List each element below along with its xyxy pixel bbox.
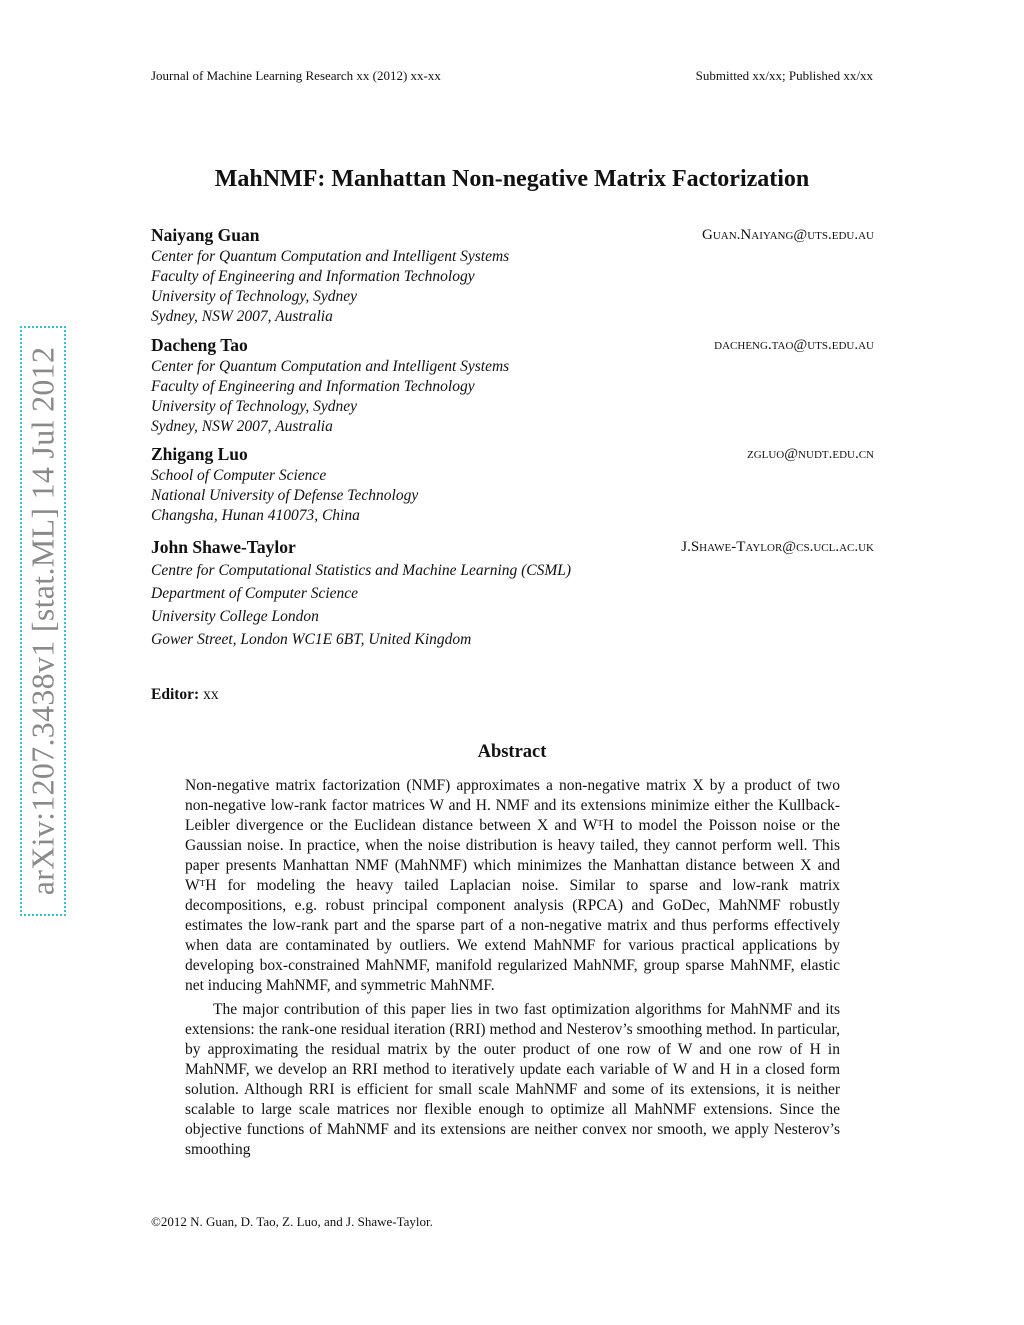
author-name: Naiyang Guan [151,225,260,245]
affiliation-line: Sydney, NSW 2007, Australia [151,308,333,325]
journal-header: Journal of Machine Learning Research xx (2012) xx-xx [151,68,441,83]
author-name: Dacheng Tao [151,335,248,355]
editor-line [151,686,219,704]
affiliation-line: University College London [151,608,319,625]
affiliation-line: Center for Quantum Computation and Intelligent Systems [151,248,510,265]
abstract-body [185,776,840,1160]
author-email[interactable]: Guan.Naiyang@uts.edu.au [702,227,874,243]
author-name: Zhigang Luo [151,444,248,464]
author-email[interactable]: zgluo@nudt.edu.cn [746,446,874,462]
editor-value: xx [203,686,219,703]
author-block [151,225,874,327]
arxiv-id: arXiv:1207.3438v1 [stat.ML] 14 Jul 2012 [24,346,61,896]
affiliation-line: Centre for Computational Statistics and Machine Learning (CSML) [151,562,572,579]
affiliation-line: University of Technology, Sydney [151,398,358,415]
author-block [151,335,874,437]
copyright-notice: ©2012 N. Guan, D. Tao, Z. Luo, and J. Shawe-Taylor. [151,1214,433,1229]
affiliation-line: Faculty of Engineering and Information Technology [151,268,475,285]
author-email[interactable]: J.Shawe-Taylor@cs.ucl.ac.uk [681,539,874,555]
affiliation-line: Faculty of Engineering and Information Technology [151,378,475,395]
affiliation-line: Sydney, NSW 2007, Australia [151,418,333,435]
submission-info: Submitted xx/xx; Published xx/xx [695,68,873,83]
author-name: John Shawe-Taylor [151,537,296,557]
affiliation-line: University of Technology, Sydney [151,288,358,305]
author-email[interactable]: dacheng.tao@uts.edu.au [714,337,874,353]
abstract-heading: Abstract [477,742,547,762]
abstract-paragraph: The major contribution of this paper lies in two fast optimization algorithms for MahNMF and its extensions: the rank-one residual iteration (RRI) method and Nesterov’s smoothing method. In particular, by approximating the residual matrix by the outer product of one row of W and one row of H in MahNMF, we develop an RRI method to iteratively update each variable of W and H in a closed form solution. Although RRI is efficient for small scale MahNMF and some of its extensions, it is neither scalable to large scale matrices nor flexible enough to optimize all MahNMF extensions. Since the objective functions of MahNMF and its extensions are neither convex nor smooth, we apply Nesterov’s smoothing [185,1001,840,1158]
affiliation-line: Changsha, Hunan 410073, China [151,507,360,524]
author-block [151,537,874,651]
affiliation-line: School of Computer Science [151,467,327,484]
affiliation-line: National University of Defense Technology [151,487,419,504]
affiliation-line: Center for Quantum Computation and Intelligent Systems [151,358,510,375]
affiliation-line: Gower Street, London WC1E 6BT, United Kingdom [151,631,472,648]
affiliation-line: Department of Computer Science [151,585,359,602]
arxiv-stamp[interactable] [20,326,66,916]
author-block [151,444,874,526]
editor-label: Editor: [151,686,200,703]
abstract-paragraph: Non-negative matrix factorization (NMF) approximates a non-negative matrix X by a product of two non-negative low-rank factor matrices W and H. NMF and its extensions minimize either the Kullback-Leibler divergence or the Euclidean distance between X and WᵀH to model the Poisson noise or the Gaussian noise. In practice, when the noise distribution is heavy tailed, they cannot perform well. This paper presents Manhattan NMF (MahNMF) which minimizes the Manhattan distance between X and WᵀH for modeling the heavy tailed Laplacian noise. Similar to sparse and low-rank matrix decompositions, e.g. robust principal component analysis (RPCA) and GoDec, MahNMF robustly estimates the low-rank part and the sparse part of a non-negative matrix and thus performs effectively when data are contaminated by outliers. We extend MahNMF for various practical applications by developing box-constrained MahNMF, manifold regularized MahNMF, group sparse MahNMF, elastic net inducing MahNMF, and symmetric MahNMF. [185,777,840,994]
paper-title: MahNMF: Manhattan Non-negative Matrix Factorization [214,166,810,192]
